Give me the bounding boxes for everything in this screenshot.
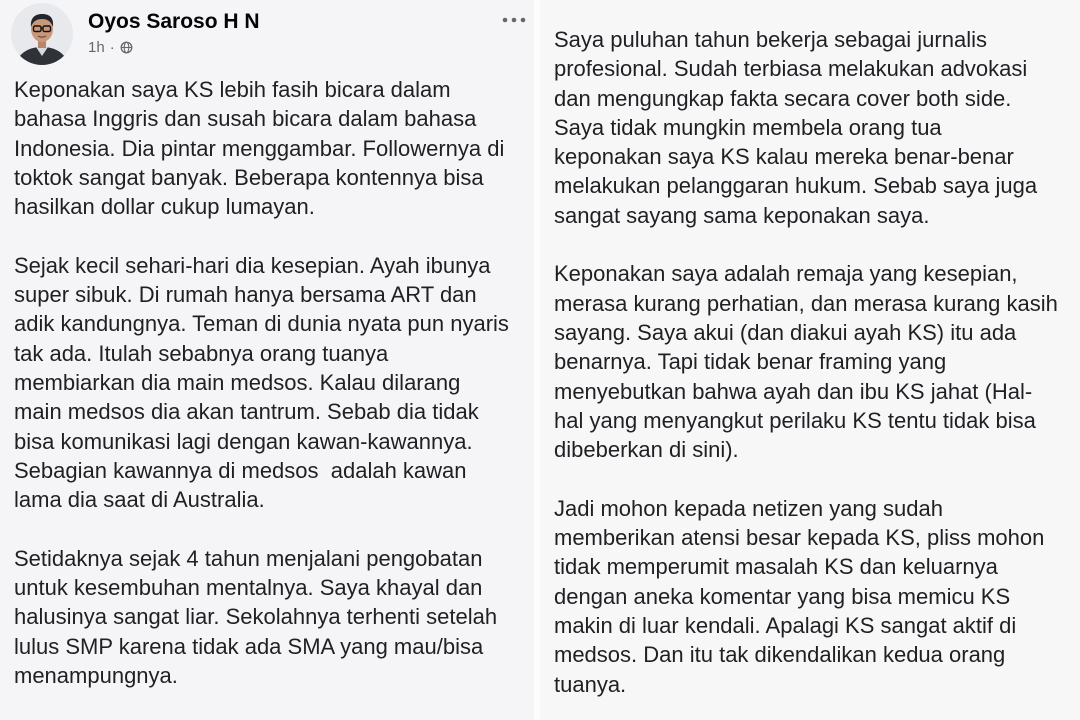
- text-line: benarnya. Tapi tidak benar framing yang: [554, 349, 947, 375]
- text-line: bahasa Inggris dan susah bicara dalam bahasa: [14, 106, 477, 132]
- text-line: profesional. Sudah terbiasa melakukan advokasi: [554, 56, 1028, 82]
- text-line: Keponakan saya adalah remaja yang kesepian,: [554, 261, 1018, 287]
- more-options-button[interactable]: [498, 8, 530, 32]
- text-line: super sibuk. Di rumah hanya bersama ART dan: [14, 282, 477, 308]
- text-line: hasilkan dollar cukup lumayan.: [14, 194, 315, 220]
- text-line: melakukan pelanggaran hukum. Sebab saya juga: [554, 173, 1038, 199]
- paragraph: [14, 544, 509, 690]
- text-line: hal yang menyangkut perilaku KS tentu tidak bisa: [554, 407, 1036, 433]
- text-line: Saya puluhan tahun bekerja sebagai jurnalis: [554, 27, 987, 52]
- post-time[interactable]: 1h: [88, 39, 105, 56]
- text-line: main medsos dia akan tantrum. Sebab dia tidak: [14, 399, 479, 425]
- post-body-right: [554, 25, 1058, 699]
- text-line: lulus SMP karena tidak ada SMA yang mau/bisa: [14, 633, 484, 659]
- text-line: medsos. Dan itu tak dikendalikan kedua orang: [554, 642, 1006, 668]
- post-meta: [88, 39, 133, 56]
- text-line: menampungnya.: [14, 662, 178, 688]
- text-line: untuk kesembuhan mentalnya. Saya khayal dan: [14, 575, 483, 601]
- text-line: menyebutkan bahwa ayah dan ibu KS jahat (Hal-: [554, 378, 1033, 404]
- text-line: bisa komunikasi lagi dengan kawan-kawannya.: [14, 428, 473, 454]
- paragraph: [14, 251, 509, 515]
- text-line: dibeberkan di sini).: [554, 437, 739, 463]
- text-line: tak ada. Itulah sebabnya orang tuanya: [14, 340, 389, 366]
- paragraph: [554, 25, 1058, 230]
- text-line: merasa kurang perhatian, dan merasa kurang kasih: [554, 290, 1058, 316]
- text-line: Indonesia. Dia pintar menggambar. Followernya di: [14, 135, 505, 161]
- globe-icon[interactable]: [120, 41, 133, 54]
- text-line: halusinya sangat liar. Sekolahnya terhenti setelah: [14, 604, 498, 630]
- text-line: keponakan saya KS kalau mereka benar-benar: [554, 144, 1014, 170]
- text-line: tuanya.: [554, 671, 627, 697]
- more-options-icon: [498, 8, 530, 32]
- text-line: Sebagian kawannya di medsos adalah kawan: [14, 457, 467, 483]
- text-line: dengan aneka komentar yang bisa memicu KS: [554, 583, 1011, 609]
- text-line: Saya tidak mungkin membela orang tua: [554, 114, 942, 140]
- paragraph: [14, 75, 509, 221]
- post-left-column: [0, 0, 534, 720]
- profile-photo-icon: [11, 3, 73, 65]
- text-line: Keponakan saya KS lebih fasih bicara dalam: [14, 77, 451, 102]
- text-line: Sejak kecil sehari-hari dia kesepian. Ayah ibunya: [14, 252, 491, 278]
- text-line: lama dia saat di Australia.: [14, 487, 265, 513]
- text-line: Jadi mohon kepada netizen yang sudah: [554, 495, 943, 521]
- post-right-column: [540, 0, 1080, 720]
- text-line: toktok sangat banyak. Beberapa kontennya bisa: [14, 164, 484, 190]
- author-avatar[interactable]: [11, 3, 73, 65]
- meta-separator: ·: [109, 39, 115, 56]
- text-line: sayang. Saya akui (dan diakui ayah KS) itu ada: [554, 319, 1017, 345]
- text-line: membiarkan dia main medsos. Kalau dilarang: [14, 369, 461, 395]
- text-line: dan mengungkap fakta secara cover both side.: [554, 85, 1012, 111]
- text-line: sangat sayang sama keponakan saya.: [554, 202, 930, 228]
- text-line: memberikan atensi besar kepada KS, pliss mohon: [554, 525, 1045, 551]
- text-line: Setidaknya sejak 4 tahun menjalani pengobatan: [14, 545, 483, 571]
- paragraph: [554, 259, 1058, 464]
- text-line: makin di luar kendali. Apalagi KS sangat aktif di: [554, 612, 1017, 638]
- post-body-left: [14, 75, 509, 690]
- text-line: tidak memperumit masalah KS dan keluarnya: [554, 554, 998, 580]
- author-name[interactable]: Oyos Saroso H N: [88, 10, 260, 33]
- text-line: adik kandungnya. Teman di dunia nyata pun nyaris: [14, 311, 509, 337]
- paragraph: [554, 494, 1058, 699]
